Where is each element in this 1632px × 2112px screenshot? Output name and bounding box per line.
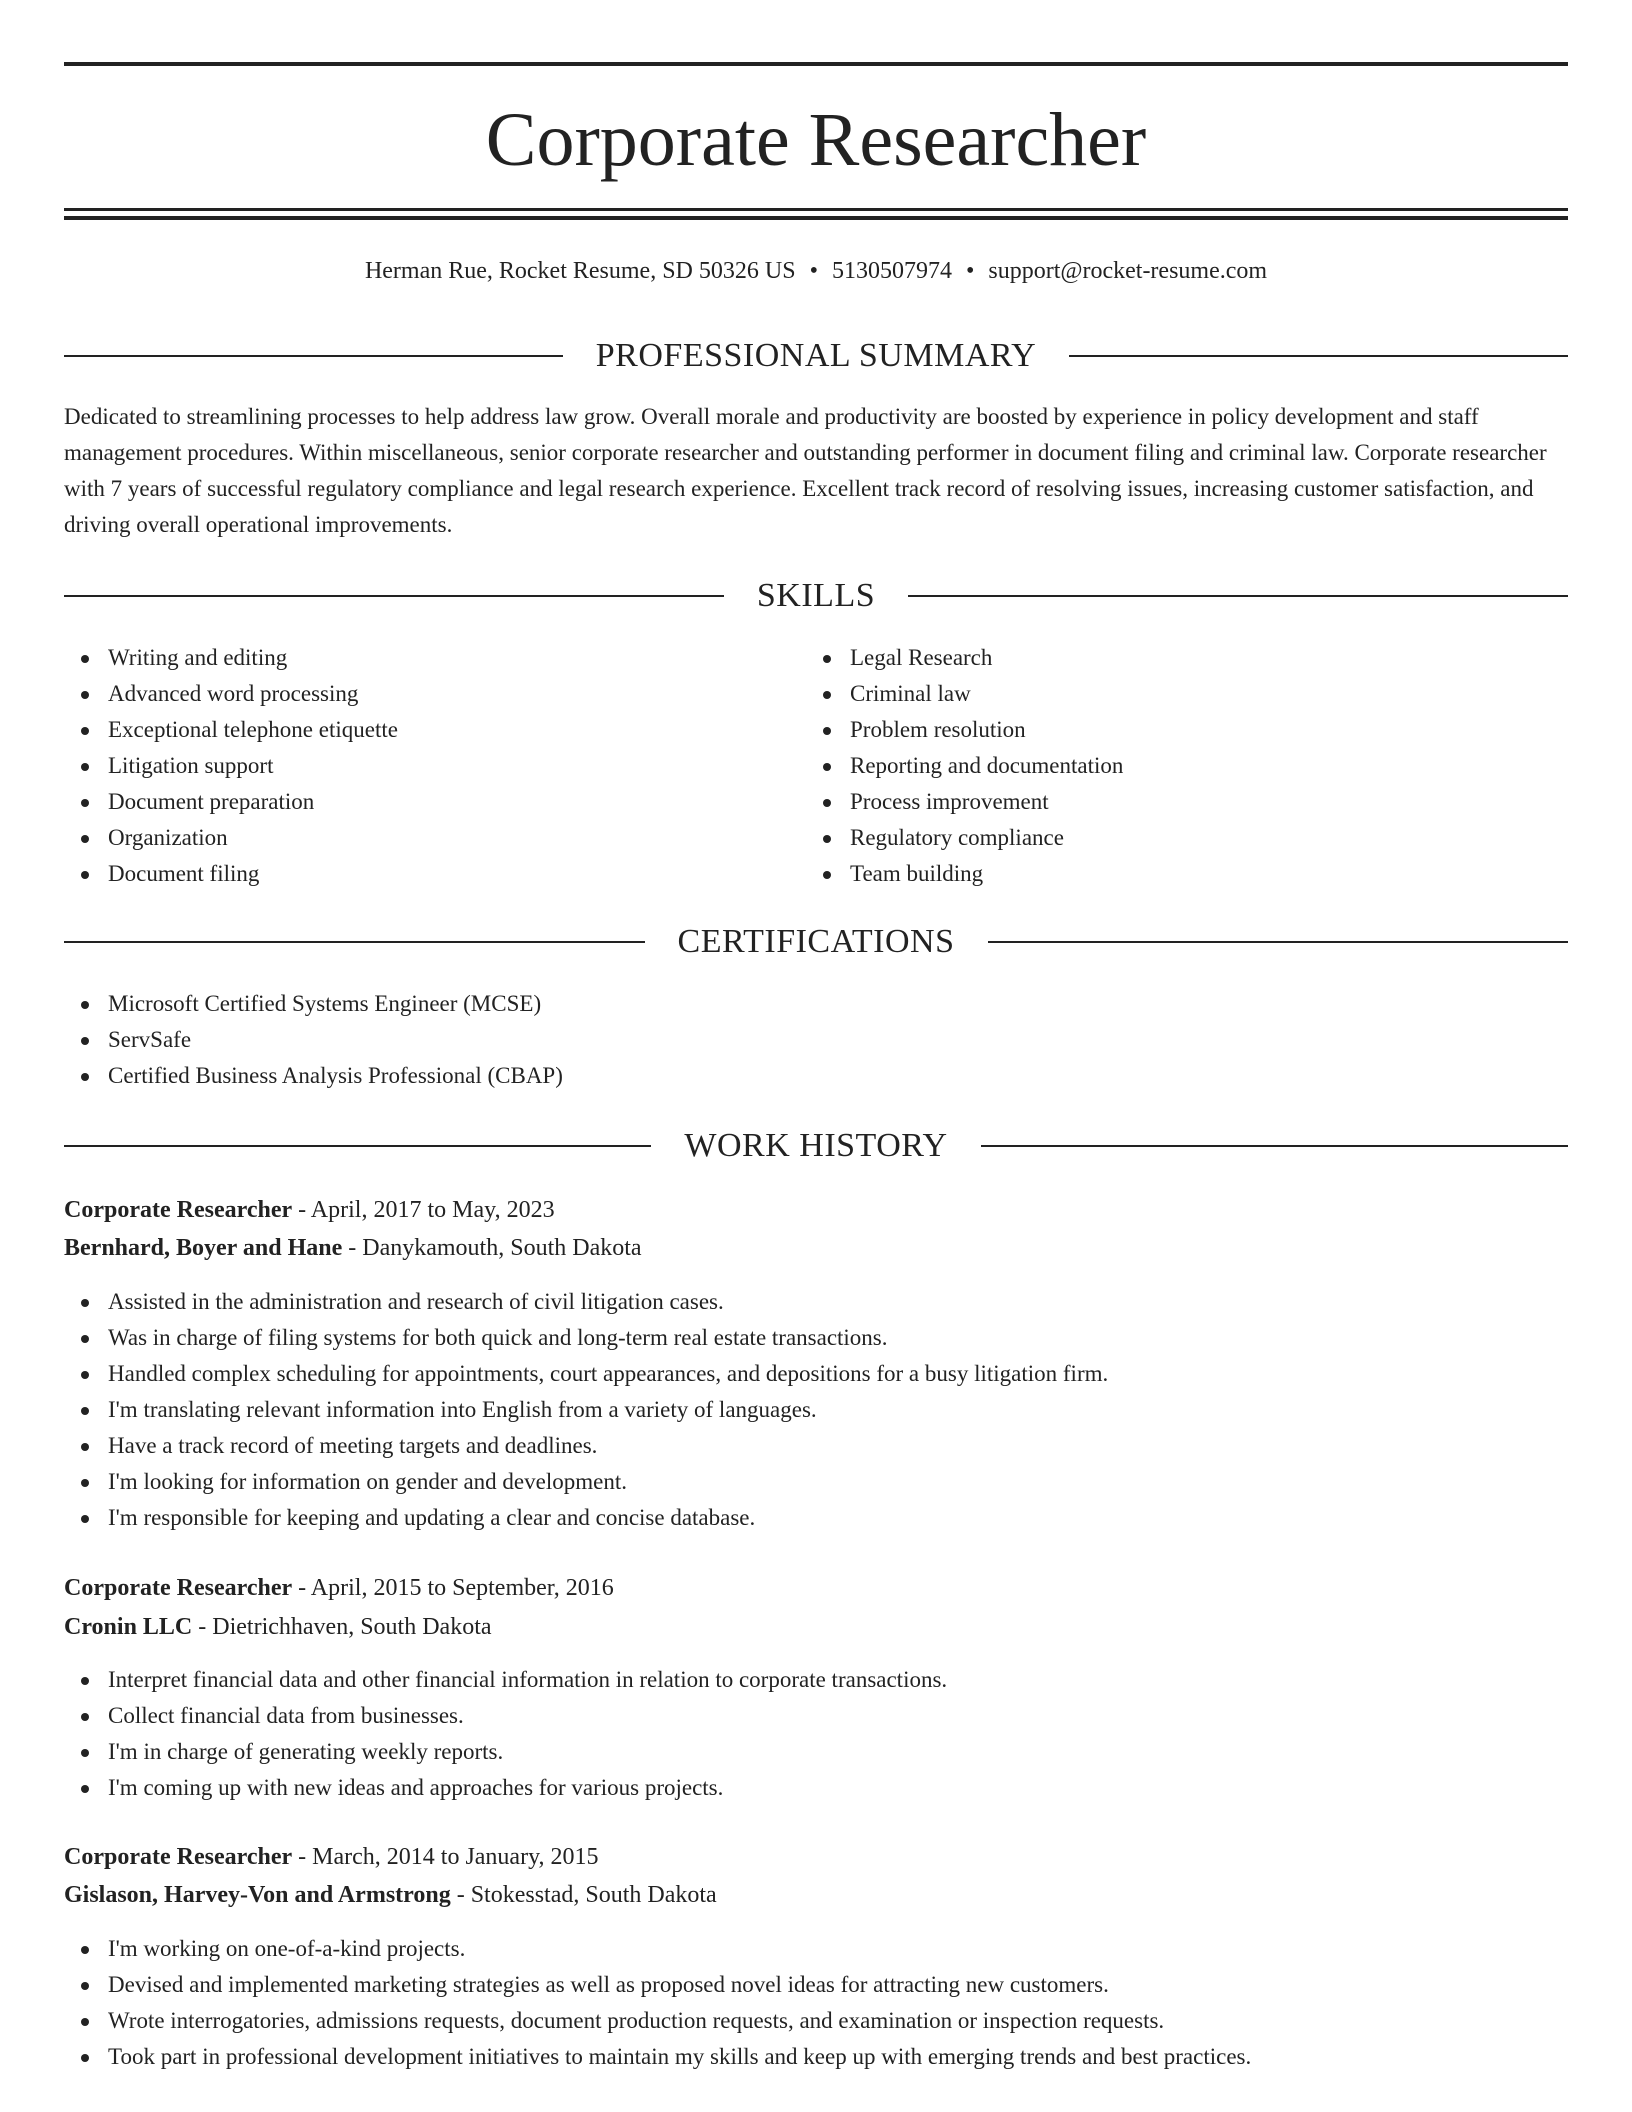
job-title-line [64,1192,555,1228]
job-bullet: I'm working on one-of-a-kind projects. [64,1931,1564,1967]
skill-item: Criminal law [806,676,1546,712]
job-title: Corporate Researcher [64,1197,293,1223]
job-company: Gislason, Harvey-Von and Armstrong [64,1882,451,1908]
contact-address: Herman Rue, Rocket Resume, SD 50326 US [364,258,796,284]
contact-phone: 5130507974 [831,258,952,284]
heading-rule-right [981,1145,1568,1147]
skills-list-left [64,640,804,892]
job-bullet: I'm responsible for keeping and updating a clear and concise database. [64,1500,1564,1536]
job-bullet: I'm in charge of generating weekly reports. [64,1734,1564,1770]
heading-rule-left [64,941,645,943]
summary-heading: PROFESSIONAL SUMMARY [595,337,1037,374]
skill-item: Writing and editing [64,640,804,676]
summary-text: Dedicated to streamlining processes to help address law grow. Overall morale and productivity are boosted by experience in policy development and staff management procedures. Within miscellaneous, senior corporate researcher and outstanding performer in document filing and criminal law. Corporate researcher with 7 years of successful regulatory compliance and legal research experience. Excellent track record of resolving issues, increasing customer satisfaction, and driving overall operational improvements. [64,404,1547,537]
heading-rule-left [64,595,724,597]
job-location: - Danykamouth, South Dakota [348,1235,642,1261]
header-rule-upper [64,208,1568,211]
contact-separator: • [809,258,818,284]
skill-item: Litigation support [64,748,804,784]
summary-section-heading [64,334,1568,378]
job-location: - Dietrichhaven, South Dakota [198,1614,492,1640]
job-bullet: I'm looking for information on gender and development. [64,1464,1564,1500]
job-bullet: Interpret financial data and other financial information in relation to corporate transactions. [64,1662,1564,1698]
skill-item: Process improvement [806,784,1546,820]
job-bullet: Assisted in the administration and research of civil litigation cases. [64,1284,1564,1320]
job-bullet: I'm coming up with new ideas and approaches for various projects. [64,1770,1564,1806]
certification-item: Certified Business Analysis Professional (CBAP) [64,1058,1564,1094]
heading-rule-right [988,941,1569,943]
job-title: Corporate Researcher [64,1844,293,1870]
work-heading: WORK HISTORY [684,1127,948,1164]
contact-separator: • [965,258,975,284]
job-bullet: Wrote interrogatories, admissions requests, document production requests, and examination or inspection requests. [64,2003,1564,2039]
job-company: Bernhard, Boyer and Hane [64,1235,343,1261]
certification-item: Microsoft Certified Systems Engineer (MCSE) [64,986,1564,1022]
work-section-heading [64,1124,1568,1168]
contact-email: support@rocket-resume.com [988,258,1268,284]
skill-item: Organization [64,820,804,856]
skill-item: Advanced word processing [64,676,804,712]
job-company-line [64,1230,642,1266]
job-bullets [64,1662,1564,1806]
skill-item: Document preparation [64,784,804,820]
certifications-list [64,986,1564,1094]
certifications-section-heading [64,920,1568,964]
job-bullet: Collect financial data from businesses. [64,1698,1564,1734]
heading-rule-left [64,1145,651,1147]
job-title-line [64,1570,614,1606]
job-title-line [64,1839,599,1875]
certifications-heading: CERTIFICATIONS [677,923,955,960]
skill-item: Legal Research [806,640,1546,676]
skills-heading: SKILLS [756,577,876,614]
job-bullet: Was in charge of filing systems for both quick and long-term real estate transactions. [64,1320,1564,1356]
job-company-line [64,1877,717,1913]
heading-rule-right [908,595,1568,597]
header-top-rule [64,62,1568,66]
skills-list-right [806,640,1546,892]
header-rule-lower [64,216,1568,220]
skills-section-heading [64,574,1568,618]
job-bullet: I'm translating relevant information into English from a variety of languages. [64,1392,1564,1428]
skill-item: Reporting and documentation [806,748,1546,784]
job-bullet: Devised and implemented marketing strategies as well as proposed novel ideas for attracting new customers. [64,1967,1564,2003]
resume-name: Corporate Researcher [485,98,1147,182]
job-dates: - April, 2015 to September, 2016 [298,1575,614,1601]
skill-item: Regulatory compliance [806,820,1546,856]
skill-item: Team building [806,856,1546,892]
skill-item: Document filing [64,856,804,892]
job-dates: - April, 2017 to May, 2023 [298,1197,555,1223]
job-title: Corporate Researcher [64,1575,293,1601]
job-bullet: Handled complex scheduling for appointments, court appearances, and depositions for a busy litigation firm. [64,1356,1564,1392]
job-company-line [64,1609,492,1645]
job-company: Cronin LLC [64,1614,193,1640]
heading-rule-left [64,355,563,357]
skill-item: Exceptional telephone etiquette [64,712,804,748]
certification-item: ServSafe [64,1022,1564,1058]
skill-item: Problem resolution [806,712,1546,748]
job-location: - Stokesstad, South Dakota [456,1882,717,1908]
job-dates: - March, 2014 to January, 2015 [298,1844,599,1870]
job-bullets [64,1931,1564,2075]
contact-line [64,253,1568,289]
heading-rule-right [1069,355,1568,357]
job-bullet: Have a track record of meeting targets and deadlines. [64,1428,1564,1464]
job-bullet: Took part in professional development initiatives to maintain my skills and keep up with emerging trends and best practices. [64,2039,1564,2075]
job-bullets [64,1284,1564,1536]
